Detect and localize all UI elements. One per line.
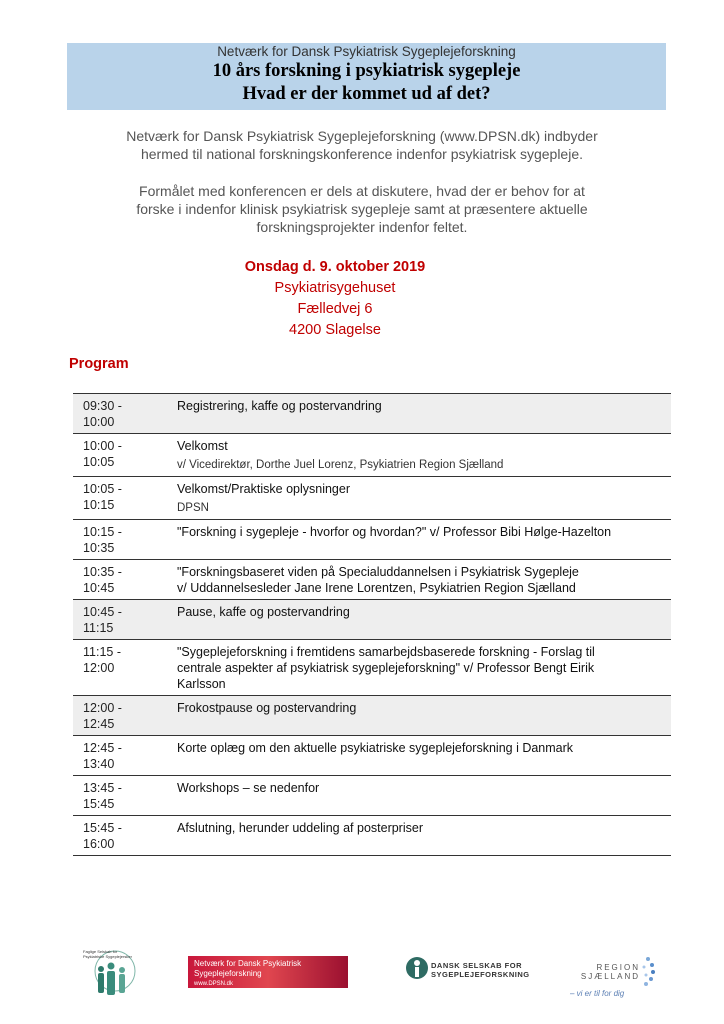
program-time-end: 13:40 bbox=[83, 757, 115, 771]
program-time-start: 15:45 - bbox=[83, 821, 122, 835]
program-time bbox=[73, 736, 173, 776]
program-description bbox=[173, 816, 671, 856]
program-row bbox=[73, 696, 671, 736]
region-line1: REGION bbox=[596, 963, 640, 972]
program-time-end: 10:45 bbox=[83, 581, 115, 595]
program-time bbox=[73, 477, 173, 520]
program-time bbox=[73, 600, 173, 640]
program-title: Korte oplæg om den aktuelle psykiatriske sygeplejeforskning i Danmark bbox=[177, 741, 574, 755]
program-time-start: 09:30 - bbox=[83, 399, 122, 413]
program-time-end: 10:35 bbox=[83, 541, 115, 555]
program-time bbox=[73, 394, 173, 434]
program-time-start: 12:45 - bbox=[83, 741, 122, 755]
program-time-end: 12:00 bbox=[83, 661, 115, 675]
intro-p1-line1: Netværk for Dansk Psykiatrisk Sygeplejeforskning (www.DPSN.dk) indbyder bbox=[126, 128, 598, 144]
dpsn-logo bbox=[188, 956, 348, 988]
program-title: "Forskning i sygepleje - hvorfor og hvordan?" v/ Professor Bibi Hølge-Hazelton bbox=[177, 525, 612, 539]
svg-text:Faglige Selskab for: Faglige Selskab for bbox=[83, 949, 118, 954]
program-row bbox=[73, 776, 671, 816]
header-banner bbox=[67, 43, 666, 110]
event-info bbox=[200, 257, 470, 341]
program-time-end: 10:05 bbox=[83, 455, 115, 469]
intro-paragraph-1 bbox=[60, 127, 664, 163]
header-title-line2: Hvad er der kommet ud af det? bbox=[242, 84, 491, 104]
program-title: "Sygeplejeforskning i fremtidens samarbejdsbaserede forskning - Forslag til bbox=[177, 645, 595, 659]
program-row bbox=[73, 394, 671, 434]
region-tagline: – vi er til for dig bbox=[570, 989, 625, 998]
program-title: Velkomst bbox=[177, 439, 228, 453]
program-row bbox=[73, 640, 671, 696]
intro-p2-line3: forskningsprojekter indenfor feltet. bbox=[256, 219, 468, 235]
people-network-logo bbox=[75, 945, 145, 1003]
svg-text:Psykiatriske Sygeplejersker: Psykiatriske Sygeplejersker bbox=[83, 954, 132, 959]
header-title-line1: 10 års forskning i psykiatrisk sygepleje bbox=[212, 61, 521, 81]
program-time-end: 16:00 bbox=[83, 837, 115, 851]
dsfs-logo bbox=[405, 955, 535, 985]
program-time-start: 10:45 - bbox=[83, 605, 122, 619]
program-title: Velkomst/Praktiske oplysninger bbox=[177, 482, 350, 496]
program-time-start: 13:45 - bbox=[83, 781, 122, 795]
program-title-continued: Karlsson bbox=[177, 677, 226, 691]
program-title: Workshops – se nedenfor bbox=[177, 781, 320, 795]
program-description bbox=[173, 434, 671, 477]
program-row bbox=[73, 560, 671, 600]
intro-paragraph-2 bbox=[60, 182, 664, 236]
header-org: Netværk for Dansk Psykiatrisk Sygeplejeforskning bbox=[217, 44, 516, 59]
program-title: Pause, kaffe og postervandring bbox=[177, 605, 350, 619]
program-time-start: 10:00 - bbox=[83, 439, 122, 453]
program-description bbox=[173, 560, 671, 600]
program-time bbox=[73, 816, 173, 856]
program-description bbox=[173, 394, 671, 434]
program-description bbox=[173, 736, 671, 776]
program-time-start: 12:00 - bbox=[83, 701, 122, 715]
event-city: 4200 Slagelse bbox=[289, 322, 381, 338]
event-venue: Psykiatrisygehuset bbox=[274, 280, 396, 296]
event-date: Onsdag d. 9. oktober 2019 bbox=[244, 259, 426, 275]
program-time-end: 12:45 bbox=[83, 717, 115, 731]
intro-p2-line2: forske i indenfor klinisk psykiatrisk sygepleje samt at præsentere aktuelle bbox=[136, 201, 588, 217]
dpsn-logo-name: Netværk for Dansk Psykiatrisk Sygeplejeforskning bbox=[194, 959, 302, 978]
program-time-end: 15:45 bbox=[83, 797, 115, 811]
program-title: Registrering, kaffe og postervandring bbox=[177, 399, 382, 413]
program-row bbox=[73, 736, 671, 776]
program-title-continued: centrale aspekter af psykiatrisk sygeplejeforskning" v/ Professor Bengt Eirik bbox=[177, 661, 595, 675]
intro-p1-line2: hermed til national forskningskonference indenfor psykiatrisk sygepleje. bbox=[140, 146, 583, 162]
region-sjaelland-logo bbox=[570, 953, 660, 1003]
program-title: Frokostpause og postervandring bbox=[177, 701, 357, 715]
program-time bbox=[73, 520, 173, 560]
program-time bbox=[73, 560, 173, 600]
program-time-end: 10:15 bbox=[83, 498, 115, 512]
program-time bbox=[73, 696, 173, 736]
program-row bbox=[73, 816, 671, 856]
program-time-start: 10:15 - bbox=[83, 525, 122, 539]
program-row bbox=[73, 477, 671, 520]
dsfs-line1: DANSK SELSKAB FOR bbox=[431, 961, 523, 970]
program-time-start: 11:15 - bbox=[83, 645, 121, 659]
logo-bar bbox=[0, 945, 724, 1005]
program-time-end: 10:00 bbox=[83, 415, 115, 429]
program-title: Afslutning, herunder uddeling af posterpriser bbox=[177, 821, 423, 835]
intro-p2-line1: Formålet med konferencen er dels at diskutere, hvad der er behov for at bbox=[139, 183, 585, 199]
dpsn-logo-url: www.DPSN.dk bbox=[194, 981, 234, 987]
program-row bbox=[73, 520, 671, 560]
program-description bbox=[173, 520, 671, 560]
program-row bbox=[73, 600, 671, 640]
program-title-continued: v/ Uddannelsesleder Jane Irene Lorentzen, Psykiatrien Region Sjælland bbox=[177, 581, 576, 595]
program-title: "Forskningsbaseret viden på Specialuddannelsen i Psykiatrisk Sygepleje bbox=[177, 565, 579, 579]
program-time bbox=[73, 640, 173, 696]
event-street: Fælledvej 6 bbox=[297, 301, 373, 317]
program-subtitle: DPSN bbox=[177, 502, 209, 514]
program-time-start: 10:05 - bbox=[83, 482, 122, 496]
program-time bbox=[73, 434, 173, 477]
program-description bbox=[173, 696, 671, 736]
program-row bbox=[73, 434, 671, 477]
program-table bbox=[73, 393, 671, 856]
program-time bbox=[73, 776, 173, 816]
program-time-end: 11:15 bbox=[83, 621, 114, 635]
program-subtitle: v/ Vicedirektør, Dorthe Juel Lorenz, Psykiatrien Region Sjælland bbox=[177, 459, 504, 471]
program-time-start: 10:35 - bbox=[83, 565, 122, 579]
region-line2: SJÆLLAND bbox=[580, 972, 640, 981]
program-description bbox=[173, 640, 671, 696]
program-description bbox=[173, 600, 671, 640]
program-description bbox=[173, 477, 671, 520]
program-heading: Program bbox=[69, 356, 129, 372]
dsfs-line2: SYGEPLEJEFORSKNING bbox=[431, 970, 530, 979]
program-description bbox=[173, 776, 671, 816]
